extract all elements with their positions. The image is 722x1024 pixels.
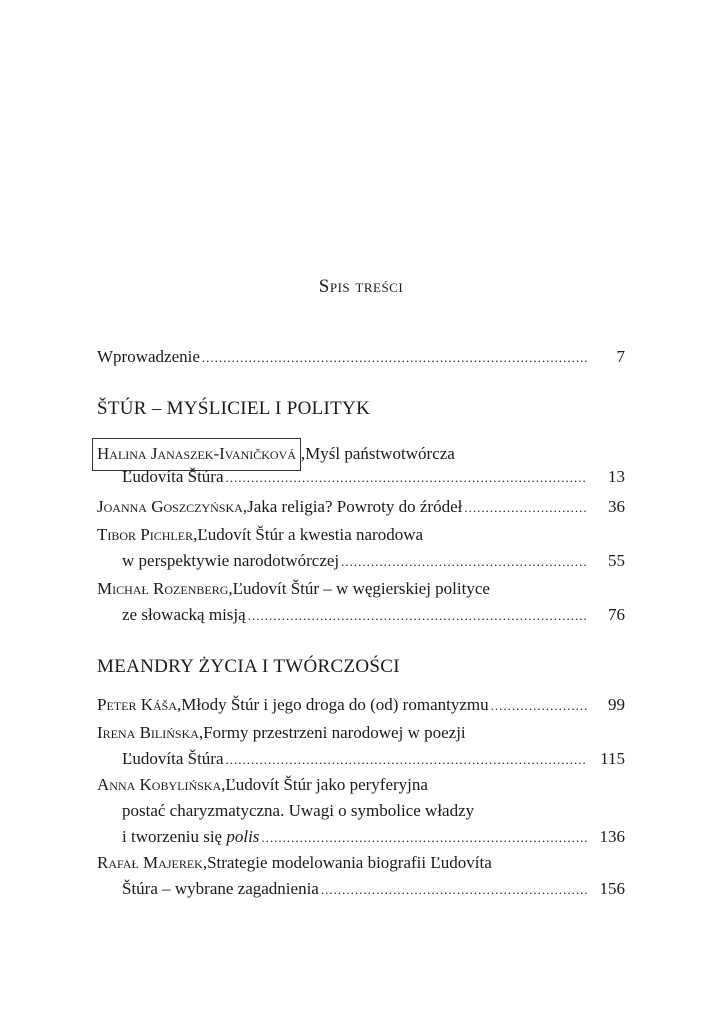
entry-title: Ľudovít Štúr – w węgierskiej polityce — [232, 579, 490, 598]
author-name: Michał Rozenberg — [97, 579, 229, 598]
page-number: 99 — [608, 695, 625, 714]
author-name: Halina Janaszek-Ivaničková — [92, 438, 301, 471]
page-title: Spis treści — [318, 276, 404, 297]
page-number: 156 — [599, 879, 625, 898]
entry-title: Ľudovít Štúr jako peryferyjna — [225, 775, 428, 794]
toc-entry[interactable]: Tibor Pichler , Ľudovít Štúr a kwestia narodowa w perspektywie narodotwórczej ..... 55 — [97, 522, 625, 574]
toc-entry[interactable]: Anna Kobylińska , Ľudovít Štúr jako peryferyjna postać charyzmatyczna. Uwagi o symbolice władzy i tworzeniu się polis ..... 136 — [97, 772, 625, 850]
page-number: 7 — [616, 347, 625, 366]
leader-dots — [248, 603, 587, 629]
entry-title-cont: i tworzeniu się polis — [122, 827, 260, 846]
author-name: Joanna Goszczyńska — [97, 497, 243, 516]
toc-entry[interactable]: Michał Rozenberg , Ľudovít Štúr – w węgierskiej polityce ze słowacką misją ..... 76 — [97, 576, 625, 628]
leader-dots — [226, 465, 587, 491]
page-number: 36 — [608, 497, 625, 516]
page-number: 76 — [608, 605, 625, 624]
author-name: Anna Kobylińska — [97, 775, 222, 794]
leader-dots — [261, 825, 587, 851]
author-name: Tibor Pichler — [97, 525, 194, 544]
toc-entry[interactable]: Halina Janaszek-Ivaničková , Myśl państwotwórcza Ľudovíta Štúra ..... 13 — [97, 438, 625, 490]
leader-dots — [464, 495, 587, 521]
author-name: Peter Káša — [97, 695, 177, 714]
entry-title: Wprowadzenie — [97, 347, 200, 366]
toc-entry[interactable]: Joanna Goszczyńska , Jaka religia? Powroty do źródeł ..... 36 — [97, 494, 625, 520]
entry-title: Formy przestrzeni narodowej w poezji — [203, 723, 466, 742]
leader-dots — [202, 345, 587, 371]
author-name: Irena Bilińska — [97, 723, 199, 742]
section-heading: MEANDRY ŻYCIA I TWÓRCZOŚCI — [97, 656, 400, 677]
entry-title-cont: ze słowacką misją — [122, 605, 246, 624]
page-number: 13 — [608, 467, 625, 486]
leader-dots — [491, 693, 587, 719]
entry-title: Jaka religia? Powroty do źródeł — [247, 497, 463, 516]
page-number: 55 — [608, 551, 625, 570]
entry-title-cont: w perspektywie narodotwórczej — [122, 551, 340, 570]
entry-title-cont: Ľudovíta Štúra — [122, 749, 224, 768]
entry-title: Młody Štúr i jego droga do (od) romantyzmu — [181, 695, 489, 714]
page-number: 115 — [600, 749, 625, 768]
entry-title-cont: postać charyzmatyczna. Uwagi o symbolice władzy — [122, 801, 475, 820]
entry-title-cont: Štúra – wybrane zagadnienia — [122, 879, 319, 898]
leader-dots — [321, 877, 587, 903]
leader-dots — [341, 549, 587, 575]
author-name: Rafał Majerek — [97, 853, 203, 872]
entry-title: Strategie modelowania biografii Ľudovíta — [207, 853, 492, 872]
page-number: 136 — [599, 827, 625, 846]
toc-entry[interactable]: Irena Bilińska , Formy przestrzeni narodowej w poezji Ľudovíta Štúra ..... 115 — [97, 720, 625, 772]
toc-entry-intro[interactable] — [97, 344, 625, 370]
entry-title: Myśl państwotwórcza — [305, 444, 455, 463]
section-heading: ŠTÚR – MYŚLICIEL I POLITYK — [97, 398, 371, 419]
entry-title-cont: Ľudovíta Štúra — [122, 467, 224, 486]
toc-entry[interactable]: Peter Káša , Młody Štúr i jego droga do (od) romantyzmu ..... 99 — [97, 692, 625, 718]
toc-entry[interactable]: Rafał Majerek , Strategie modelowania biografii Ľudovíta Štúra – wybrane zagadnienia ..... 156 — [97, 850, 625, 902]
entry-title: Ľudovít Štúr a kwestia narodowa — [197, 525, 424, 544]
leader-dots — [226, 747, 587, 773]
